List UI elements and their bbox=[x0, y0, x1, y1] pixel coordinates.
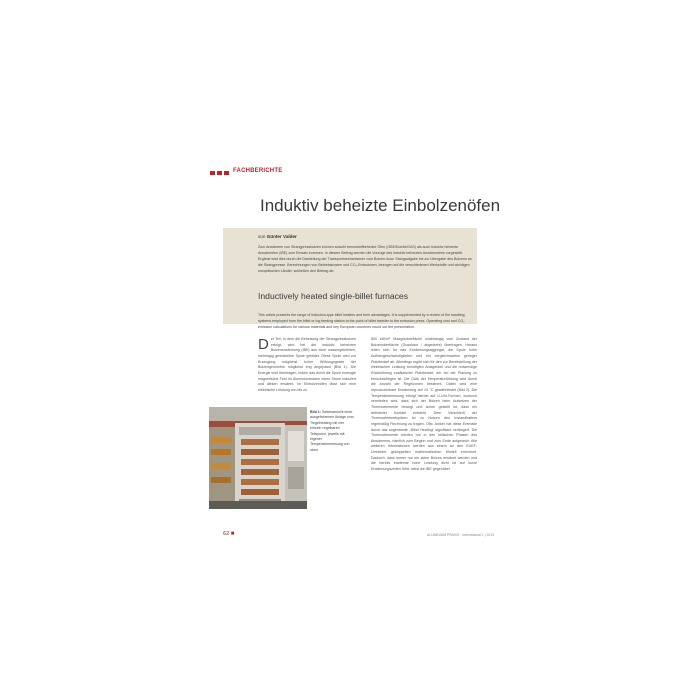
author-name: Günter Valder bbox=[266, 234, 297, 239]
figure-caption-text: Seitenansicht einer ausgefahrenen Anlage zum Tiegelheating mit vier einzeln regelbaren Teilspulen, jeweils mit eigener Temperaturmessung von oben bbox=[310, 410, 354, 452]
author-prefix: von bbox=[258, 234, 266, 239]
body-text-1: er Teil, in dem die Beheizung der Strangpressbolzen erfolgt, wird bei der induktiv beheizten Bolzenerwärmung (IBE) aus einer wassergekühlten, mehrlagig gewickelten Spule gebildet. Diese Spule wird zur Erzeugung möglichst hoher Wirkungsgrade der Bolzengeometrie möglichst eng angepasst (Bild 1). Die Energie wird übertragen, indem das durch die Spule erzeugte magnetische Feld im Aluminiumbolzen einen Strom induziert und diesen erwärmt. Im Einbolzenöfen lässt sich eine elektrische Leistung von bis zu bbox=[258, 337, 356, 392]
author-line bbox=[258, 234, 297, 239]
abstract-box bbox=[223, 228, 477, 324]
drop-cap: D bbox=[258, 336, 269, 353]
section-marker-icon bbox=[210, 171, 229, 175]
footer-source: ALUMINIUM PRAXIS · international 1 | 2013 bbox=[427, 533, 495, 537]
section-label: FACHBERICHTE bbox=[233, 168, 283, 174]
article-title: Induktiv beheizte Einbolzenöfen bbox=[260, 196, 501, 215]
figure-caption bbox=[310, 410, 355, 453]
abstract-english: This article presents the range of induction-type billet heaters and their advantages. It is supplemented by a review of the handling systems employed from the billet or log feeding station to the point of billet transfer to the extrusion press. Operating cost and CO₂ emission calculations for various materials and key European countries round out the presentation. bbox=[258, 313, 465, 330]
furnace-photo bbox=[209, 407, 307, 509]
figure-label: Bild 1: bbox=[310, 410, 321, 414]
abstract-german: Zum Anwärmen von Strangpressbolzen können sowohl brennstoffbeheizte Öfen (GBE/Kombi/GAS) als auch induktiv beheizte Anwärmöfen (IBE) zum Einsatz kommen. In diesem Beitrag werden die Vorzüge des induktiv beheizten Anwärmofens vorgestellt. Ergänzt wird dies durch die Darstellung der Transportmechanismen vom Bolzen-/bzw. Stangaufgabe bis zur Übergabe des Bolzens an die Strangpresse. Berechnungen von Betriebskosten und CO₂-Emissionen, bezogen auf die verschiedenen Werkstoffe und wichtigen europäischen Länder, schließen den Beitrag ab. bbox=[258, 245, 472, 273]
body-column-1 bbox=[258, 337, 356, 394]
english-title: Inductively heated single-billet furnaces bbox=[258, 291, 409, 301]
body-column-2: 800 kW/m² Nutzgutoberfläche unabhängig vom Zustand der Bolzenoberfläche (Gusshaut / abgedreht) übertragen. Heraus leiten sich für das Erwärmungsaggregat, die Spule hohe Aufheizgeschwindigkeiten und ein vergleichsweise geringer Platzbedarf ab. Allerdings ergibt sich für den zur Bereitstellung der elektrischen Leistung benötigten Anlagenteil und die notwendige Rückkühlung zusätzlicher Platzbedarf, der bei der Planung zu berücksichtigen ist. Die Güte der Temperaturführung wird durch die Anzahl der Regelzonen bestimmt. Dabei wird eine reproduzierbare Erwärmung auf ±3 °C gewährleistet (Bild 2). Die Temperaturmessung erfolgt hierbei auf U-Uhr-Formen, wodurch vermieden wird, dass sich der Bolzen beim Aufsetzen der Thermoelemente bewegt und sicher gestellt ist, dass ein definierter Kontakt entsteht. Dem Verschleiß der Thermoelementspitzen ist zu Nutzen des Instandhalters regelmäßig Rechnung zu tragen. Otto Junker hat diese Eremalle durch das sogenannte „Blind Heating“ signifikant verlängert. Die Thermoelemente werden nur in den kritischen Phasen des Anwärmens, nämlich zum Beginn und zum Ende aufgesetzt. Alle weiteren Informationen werden aus einem an den KUEF-Umrichter gekoppelten mathematischen Modell errechnet. Dadurch, dass immer nur ein siehe Bolzen erwärmt werden und die bereits erwärmte hohe Leistung dicht ist auf kurze Erwärmungszeiten führt, weist die IBE gegenüber bbox=[371, 337, 477, 472]
page-number: 62 ■ bbox=[223, 531, 235, 537]
